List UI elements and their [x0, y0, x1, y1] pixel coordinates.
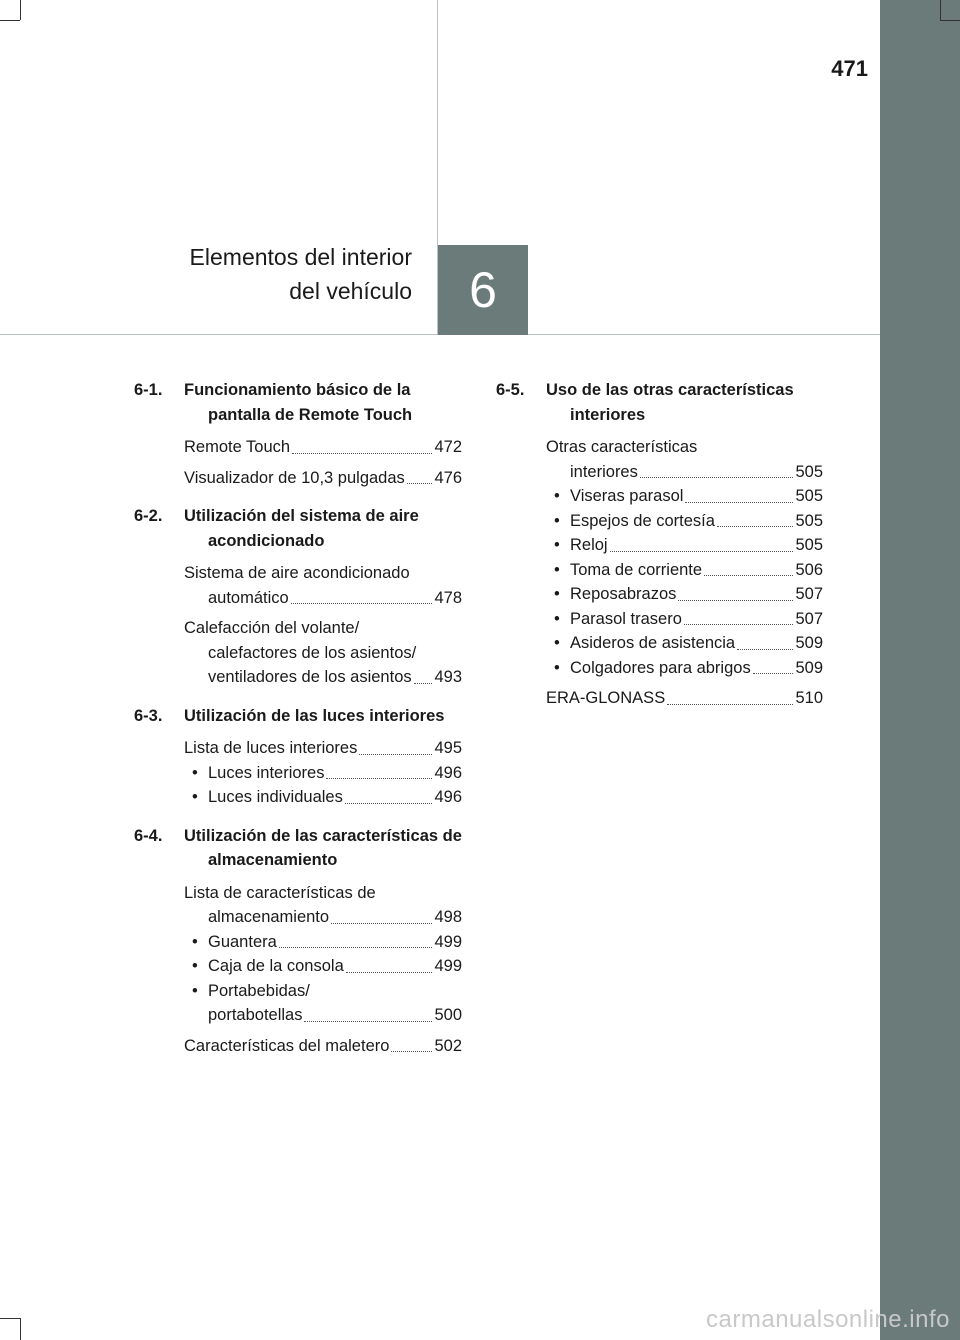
toc-entry-text: Luces interiores	[208, 763, 325, 782]
toc-entry-line	[554, 656, 823, 681]
toc-page-number[interactable]: 502	[434, 1036, 462, 1055]
crop-mark	[940, 20, 960, 21]
toc-entry-text: Lista de características de	[184, 883, 376, 902]
dot-leader	[414, 683, 433, 684]
toc-entry-line	[184, 561, 462, 586]
toc-entry-line	[192, 979, 462, 1004]
bullet-icon: •	[192, 763, 198, 782]
toc-page-number[interactable]: 505	[795, 487, 823, 505]
toc-entry-text: portabotellas	[208, 1006, 303, 1024]
toc-page-number[interactable]: 506	[795, 560, 823, 579]
crop-mark	[20, 0, 21, 20]
bullet-icon: •	[554, 511, 560, 530]
page-number: 471	[831, 56, 868, 81]
toc-subentries	[184, 930, 462, 1028]
chapter-number-box: 6	[438, 245, 528, 335]
toc-page-number[interactable]: 478	[434, 588, 462, 607]
toc-entry-line	[184, 736, 462, 761]
toc-entry-line	[546, 460, 823, 485]
toc-page-number[interactable]: 505	[795, 462, 823, 481]
bullet-icon: •	[554, 536, 560, 554]
toc-page-number[interactable]: 498	[434, 908, 462, 926]
toc-entry[interactable]	[184, 616, 462, 690]
toc-entry[interactable]	[184, 736, 462, 810]
toc-entry-text: interiores	[570, 462, 638, 481]
toc-page-number[interactable]: 496	[434, 763, 462, 782]
toc-subentry[interactable]	[546, 509, 823, 534]
toc-column-left	[134, 378, 462, 1072]
bullet-icon: •	[554, 560, 560, 579]
toc-section-title: Funcionamiento básico de la pantalla de Remote Touch	[184, 381, 413, 424]
toc-entries	[134, 736, 462, 810]
toc-entry[interactable]	[546, 686, 823, 711]
dot-leader	[331, 923, 432, 924]
toc-entry-text: Colgadores para abrigos	[570, 658, 751, 677]
toc-entries	[134, 881, 462, 1059]
toc-section	[496, 378, 823, 711]
toc-section-title: Utilización de las características de almacenamiento	[184, 826, 462, 869]
toc-page-number[interactable]: 505	[795, 511, 823, 530]
toc-entry-line	[208, 1003, 462, 1028]
watermark: carmanualsonline.info	[706, 1306, 950, 1333]
toc-section-heading[interactable]	[134, 704, 462, 729]
dot-leader	[704, 575, 793, 576]
toc-section-heading[interactable]	[134, 824, 462, 873]
toc-entry-text: Remote Touch	[184, 438, 291, 456]
toc-entry-line	[546, 435, 823, 460]
bullet-icon: •	[554, 585, 560, 603]
toc-section-title: Utilización del sistema de aire acondicionado	[184, 507, 419, 550]
toc-entry-text: Luces individuales	[208, 788, 343, 806]
toc-entry-line	[554, 631, 823, 656]
toc-page-number[interactable]: 507	[795, 585, 823, 603]
toc-section-number: 6-5.	[496, 381, 525, 399]
toc-entry-text: Lista de luces interiores	[184, 739, 358, 757]
toc-entry-text: Parasol trasero	[570, 609, 682, 628]
dot-leader	[279, 947, 433, 948]
toc-subentries	[546, 484, 823, 680]
toc-entry-line	[192, 785, 462, 810]
toc-entry-line	[192, 761, 462, 786]
toc-entry-line	[554, 582, 823, 607]
toc-subentry[interactable]	[546, 484, 823, 509]
toc-entry[interactable]	[184, 881, 462, 1028]
toc-section-title: Utilización de las luces interiores	[184, 706, 445, 725]
dot-leader	[345, 803, 433, 804]
toc-entry-text: Espejos de cortesía	[570, 511, 715, 530]
dot-leader	[291, 603, 433, 604]
toc-entry-text: Viseras parasol	[570, 487, 684, 505]
dot-leader	[684, 624, 794, 625]
toc-entry[interactable]	[546, 435, 823, 680]
dot-leader	[359, 754, 432, 755]
dot-leader	[391, 1051, 432, 1052]
toc-entry-line	[554, 558, 823, 583]
toc-entry-line	[554, 484, 823, 509]
toc-entry[interactable]	[184, 1034, 462, 1059]
toc-subentry[interactable]	[184, 930, 462, 955]
toc-entry-text: Otras características	[546, 438, 698, 456]
bullet-icon: •	[554, 634, 560, 652]
toc-entry-text: Portabebidas/	[208, 981, 310, 1000]
dot-leader	[346, 972, 433, 973]
dot-leader	[678, 600, 793, 601]
toc-entry-line	[554, 509, 823, 534]
toc-section-heading[interactable]	[134, 378, 462, 427]
toc-page-number[interactable]: 495	[434, 739, 462, 757]
toc-entries	[496, 435, 823, 711]
toc-section-heading[interactable]	[134, 504, 462, 553]
toc-page-number[interactable]: 510	[795, 689, 823, 707]
toc-entries	[134, 435, 462, 490]
toc-page-number[interactable]: 509	[795, 634, 823, 652]
bullet-icon: •	[192, 932, 198, 951]
dot-leader	[610, 551, 794, 552]
toc-entry-text: Características del maletero	[184, 1036, 390, 1055]
toc-section	[134, 824, 462, 1059]
toc-page-number[interactable]: 505	[795, 536, 823, 554]
toc-entry-text: Visualizador de 10,3 pulgadas	[184, 468, 405, 487]
toc-subentry[interactable]	[546, 607, 823, 632]
toc-subentry[interactable]	[184, 785, 462, 810]
toc-entry-line	[184, 616, 462, 641]
bullet-icon: •	[554, 487, 560, 505]
toc-subentry[interactable]	[546, 558, 823, 583]
toc-page-number[interactable]: 493	[434, 668, 462, 686]
toc-subentry[interactable]	[184, 761, 462, 786]
bullet-icon: •	[192, 957, 198, 975]
toc-entries	[134, 561, 462, 690]
toc-section-title: Uso de las otras características interiores	[546, 381, 794, 424]
toc-entry-text: Asideros de asistencia	[570, 634, 736, 652]
toc-entry-text: ventiladores de los asientos	[208, 668, 412, 686]
toc-entry-line	[192, 954, 462, 979]
toc-entry-text: Calefacción del volante/	[184, 619, 360, 637]
toc-entry-line	[554, 533, 823, 558]
toc-section	[134, 378, 462, 490]
toc-subentry[interactable]	[184, 954, 462, 979]
toc-entry-line	[184, 665, 462, 690]
toc-page-number[interactable]: 500	[434, 1006, 462, 1024]
toc-entry[interactable]	[184, 466, 462, 491]
toc-entry-text: almacenamiento	[208, 908, 330, 926]
toc-section-number: 6-2.	[134, 507, 163, 525]
toc-subentry[interactable]	[546, 582, 823, 607]
toc-page-number[interactable]: 509	[795, 658, 823, 677]
toc-entry-line	[184, 466, 462, 491]
toc-entry-line	[184, 641, 462, 666]
toc-section-heading[interactable]	[496, 378, 823, 427]
crop-mark	[0, 1318, 20, 1319]
toc-entry-line	[184, 881, 462, 906]
toc-entry[interactable]	[184, 435, 462, 460]
dot-leader	[326, 778, 432, 779]
toc-entry-text: Sistema de aire acondicionado	[184, 564, 410, 582]
toc-page-number[interactable]: 499	[434, 932, 462, 951]
toc-entry-line	[554, 607, 823, 632]
toc-section	[134, 704, 462, 810]
dot-leader	[717, 526, 794, 527]
toc-section-number: 6-4.	[134, 826, 163, 845]
toc-entry-line	[546, 686, 823, 711]
toc-section-number: 6-1.	[134, 381, 163, 399]
bullet-icon: •	[554, 658, 560, 677]
dot-leader	[292, 453, 432, 454]
toc-page-number[interactable]: 499	[434, 957, 462, 975]
dot-leader	[685, 502, 793, 503]
toc-entry-text: Toma de corriente	[570, 560, 703, 579]
toc-subentry[interactable]	[546, 631, 823, 656]
bullet-icon: •	[192, 981, 198, 1000]
toc-column-right	[496, 378, 823, 725]
toc-section-number: 6-3.	[134, 706, 163, 725]
toc-subentry[interactable]	[184, 979, 462, 1028]
toc-entry-line	[184, 1034, 462, 1059]
toc-entry-text: ERA-GLONASS	[546, 689, 666, 707]
toc-entry[interactable]	[184, 561, 462, 610]
crop-mark	[20, 1318, 21, 1340]
toc-subentry[interactable]	[546, 533, 823, 558]
dot-leader	[737, 649, 793, 650]
toc-entry-text: Caja de la consola	[208, 957, 344, 975]
toc-entry-line	[184, 435, 462, 460]
toc-entry-line	[184, 905, 462, 930]
section-title-line-1: Elementos del interior	[189, 244, 412, 270]
dot-leader	[753, 673, 794, 674]
bullet-icon: •	[554, 609, 560, 628]
toc-section	[134, 504, 462, 690]
chapter-side-tab	[880, 0, 960, 1340]
bullet-icon: •	[192, 788, 198, 806]
toc-page-number[interactable]: 507	[795, 609, 823, 628]
toc-page-number[interactable]: 472	[434, 438, 462, 456]
toc-entry-text: automático	[208, 588, 289, 607]
toc-page-number[interactable]: 476	[434, 468, 462, 487]
toc-entry-text: calefactores de los asientos/	[208, 643, 417, 662]
crop-mark	[940, 0, 941, 20]
section-title	[190, 240, 412, 308]
dot-leader	[407, 483, 433, 484]
toc-entry-text: Reposabrazos	[570, 585, 677, 603]
toc-entry-line	[192, 930, 462, 955]
toc-page-number[interactable]: 496	[434, 788, 462, 806]
toc-subentry[interactable]	[546, 656, 823, 681]
dot-leader	[667, 704, 793, 705]
dot-leader	[640, 477, 794, 478]
toc-entry-line	[184, 586, 462, 611]
toc-subentries	[184, 761, 462, 810]
toc-entry-text: Reloj	[570, 536, 608, 554]
section-title-line-2: del vehículo	[289, 278, 412, 304]
dot-leader	[304, 1021, 432, 1022]
crop-mark	[0, 20, 20, 21]
toc-entry-text: Guantera	[208, 932, 277, 951]
